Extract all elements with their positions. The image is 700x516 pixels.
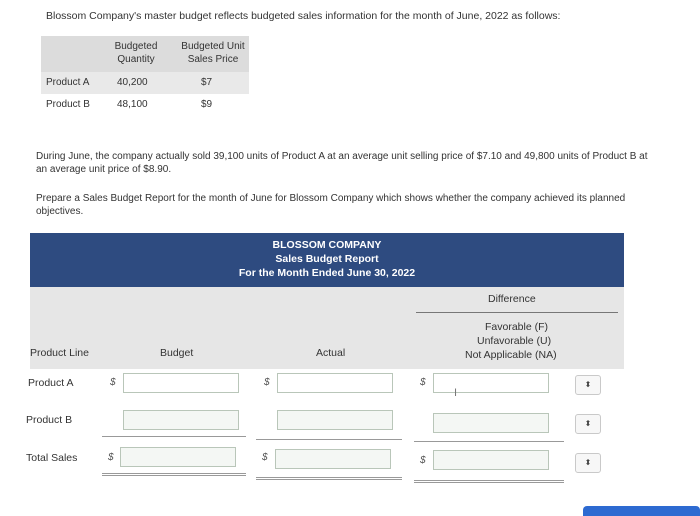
total-double-underline [414, 480, 564, 483]
col-favorable: Favorable (F) [485, 321, 549, 333]
difference-divider [416, 312, 618, 313]
budget-row-price: $9 [201, 99, 213, 110]
col-not-applicable: Not Applicable (NA) [465, 349, 557, 361]
total-difference-input[interactable] [433, 450, 549, 470]
dollar-sign: $ [420, 377, 426, 388]
header-unit-sales-price: Budgeted Unit Sales Price [181, 41, 245, 65]
report-period: For the Month Ended June 30, 2022 [238, 267, 416, 279]
product-b-actual-input[interactable] [277, 410, 393, 430]
dollar-sign: $ [262, 452, 268, 463]
submit-button[interactable] [583, 506, 700, 516]
budget-row-product-a [41, 72, 249, 94]
row-label-product-a: Product A [28, 377, 74, 389]
total-status-select[interactable] [575, 453, 601, 473]
dollar-sign: $ [420, 455, 426, 466]
col-difference: Difference [488, 293, 536, 305]
budget-row-label: Product B [46, 99, 90, 110]
row-label-total-sales: Total Sales [26, 452, 78, 464]
subtotal-underline [102, 436, 246, 437]
budget-table-header [41, 36, 249, 72]
select-arrows-icon: ⬍ [584, 380, 592, 389]
col-actual: Actual [316, 347, 346, 359]
subtotal-underline [256, 439, 402, 440]
column-header-band [30, 287, 624, 369]
total-double-underline [256, 477, 402, 480]
total-actual-input[interactable] [275, 449, 391, 469]
header-budgeted-quantity: Budgeted Quantity [114, 41, 158, 65]
text-cursor-icon: I [454, 387, 458, 399]
product-a-budget-input[interactable] [123, 373, 239, 393]
product-a-actual-input[interactable] [277, 373, 393, 393]
row-label-product-b: Product B [26, 414, 73, 426]
col-budget: Budget [160, 347, 194, 359]
intro-text: Blossom Company's master budget reflects budgeted sales information for the month of June, 2022 as follows: [46, 10, 561, 22]
actual-sales-text: During June, the company actually sold 39,100 units of Product A at an average unit selling price of $7.10 and 49,800 units of Product B at an average unit price of $8.90. [36, 151, 648, 175]
dollar-sign: $ [108, 452, 114, 463]
budget-row-price: $7 [201, 77, 213, 88]
budget-row-quantity: 48,100 [117, 99, 148, 110]
product-b-status-select[interactable] [575, 414, 601, 434]
total-double-underline [102, 473, 246, 476]
select-arrows-icon: ⬍ [584, 419, 592, 428]
dollar-sign: $ [110, 377, 116, 388]
subtotal-underline [414, 441, 564, 442]
budget-row-product-b [41, 94, 249, 116]
dollar-sign: $ [264, 377, 270, 388]
col-unfavorable: Unfavorable (U) [477, 335, 552, 347]
instruction-text: Prepare a Sales Budget Report for the month of June for Blossom Company which shows whether the company achieved its planned objectives. [36, 193, 626, 217]
col-product-line: Product Line [30, 347, 89, 359]
product-b-difference-input[interactable] [433, 413, 549, 433]
report-company: BLOSSOM COMPANY [272, 239, 382, 251]
report-title: Sales Budget Report [275, 253, 379, 265]
total-budget-input[interactable] [120, 447, 236, 467]
budget-row-quantity: 40,200 [117, 77, 148, 88]
select-arrows-icon: ⬍ [584, 458, 592, 467]
budget-info-table [41, 36, 249, 116]
product-a-difference-input[interactable] [433, 373, 549, 393]
product-b-budget-input[interactable] [123, 410, 239, 430]
report-header [30, 233, 624, 287]
product-a-status-select[interactable] [575, 375, 601, 395]
budget-row-label: Product A [46, 77, 90, 88]
